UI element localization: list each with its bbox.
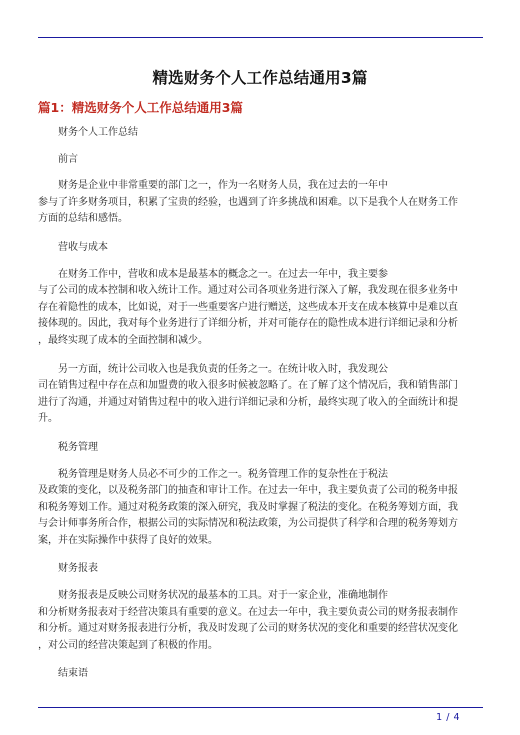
text-line: 前言 [58, 153, 78, 165]
text-line: 及政策的变化，以及税务部门的抽查和审计工作。在过去一年中，我主要负责了公司的税务申报 [38, 485, 458, 497]
text-line: 税务管理 [58, 441, 98, 453]
body-paragraph [38, 467, 483, 550]
text-line: ，最终实现了成本的全面控制和减少。 [38, 334, 208, 346]
text-line: ，对公司的经营决策起到了积极的作用。 [38, 639, 218, 651]
text-line: 财务个人工作总结 [58, 127, 138, 138]
body-paragraph [38, 362, 483, 428]
subsection-heading [38, 240, 483, 257]
subsection-heading [38, 561, 483, 578]
body-paragraph [38, 178, 483, 228]
body-paragraph [38, 588, 483, 654]
text-line: 财务报表 [58, 563, 98, 575]
document-title: 精选财务个人工作总结通用3篇 [152, 69, 368, 87]
text-line: 财务报表是反映公司财务状况的最基本的工具。对于一家企业，准确地制作 [58, 590, 388, 602]
header-rule [38, 37, 483, 38]
text-line: 案，并在实际操作中获得了良好的效果。 [38, 534, 218, 546]
text-line: 另一方面，统计公司收入也是我负责的任务之一。在统计收入时，我发现公 [58, 363, 388, 375]
text-line: 营收与成本 [58, 241, 108, 253]
text-line: 参与了许多财务项目，积累了宝贵的经验，也遇到了许多挑战和困难。以下是我个人在财务工作 [38, 196, 458, 208]
text-line: 方面的总结和感悟。 [38, 213, 128, 225]
text-line: 和分析。通过对财务报表进行分析，我及时发现了公司的财务状况的变化和重要的经营状况变化 [38, 623, 458, 635]
subsection-heading [38, 152, 483, 169]
subsection-heading [38, 125, 483, 142]
text-line: 在财务工作中，营收和成本是最基本的概念之一。在过去一年中，我主要参 [58, 268, 388, 280]
text-line: 与了公司的成本控制和收入统计工作。通过对公司各项业务进行深入了解，我发现在很多业务中 [38, 285, 458, 297]
text-line: 接体现的。因此，我对每个业务进行了详细分析，并对可能存在的隐性成本进行详细记录和分析 [38, 318, 458, 330]
page-indicator: 1 / 4 [436, 712, 460, 723]
text-line: 结束语 [58, 668, 88, 680]
text-line: 司在销售过程中存在点和加盟费的收入很多时候被忽略了。在了解了这个情况后，我和销售部门 [38, 380, 458, 392]
text-line: 与会计师事务所合作，根据公司的实际情况和税法政策，为公司提供了科学和合理的税务筹划方 [38, 518, 458, 530]
subsection-heading [38, 666, 483, 683]
text-line: 和税务筹划工作。通过对税务政策的深入研究，我及时掌握了税法的变化。在税务筹划方面，我 [38, 501, 458, 513]
text-line: 财务是企业中非常重要的部门之一，作为一名财务人员，我在过去的一年中 [58, 180, 388, 192]
footer-rule [38, 707, 483, 708]
text-line: 和分析财务报表对于经营决策具有重要的意义。在过去一年中，我主要负责公司的财务报表制作 [38, 606, 458, 618]
section-heading: 篇1：精选财务个人工作总结通用3篇 [38, 100, 243, 115]
text-line: 进行了沟通，并通过对销售过程中的收入进行详细记录和分析，最终实现了收入的全面统计和提 [38, 396, 458, 408]
subsection-heading [38, 440, 483, 457]
text-line: 存在着隐性的成本，比如说，对于一些重要客户进行赠送，这些成本开支在成本核算中是难以直 [38, 301, 458, 313]
text-line: 升。 [38, 413, 58, 425]
document-body [38, 125, 483, 693]
text-line: 税务管理是财务人员必不可少的工作之一。税务管理工作的复杂性在于税法 [58, 468, 388, 480]
body-paragraph [38, 267, 483, 350]
